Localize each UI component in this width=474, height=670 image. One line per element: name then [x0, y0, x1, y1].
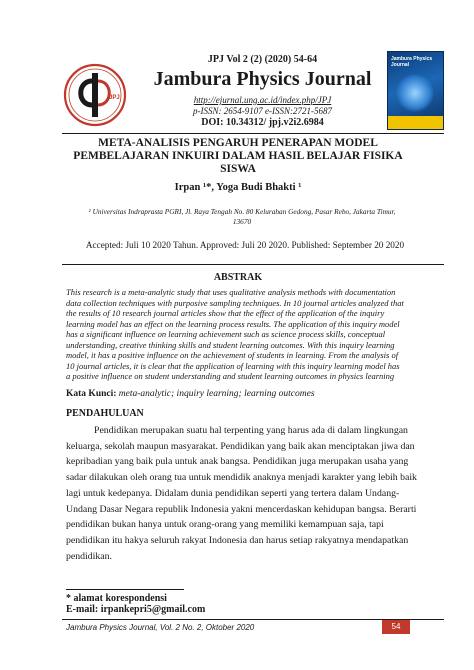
intro-line: pendidikan itu hakya seluruh rakyat Indonesia dan harus setiap rakyatnya mendapatkan [66, 534, 409, 546]
cover-title: Jambura Physics Journal [391, 56, 433, 68]
affiliation-line: ¹ Universitas Indraprasta PGRI, Jl. Raya Tengah No. 80 Kelurahan Gedong, Pasar Rebo, Jakarta Timur, [88, 207, 396, 216]
abstract-line: has a significant influence on learning achievement such as science process skills, conceptual [66, 329, 386, 339]
intro-line: pendidikan. [66, 550, 112, 562]
logo-letters: JPJ [109, 95, 120, 101]
intro-line: Pendidikan merupakan suatu hal terpenting yang harus ada di dalam lingkungan [94, 425, 408, 436]
footnote-email: E-mail: irpankepri5@gmail.com [66, 604, 206, 615]
abstract-body [66, 287, 436, 382]
title-line: SISWA [220, 163, 256, 175]
journal-cover-thumbnail [387, 51, 444, 130]
keywords [66, 389, 436, 399]
page-number: 54 [382, 620, 410, 634]
journal-logo [63, 63, 127, 127]
footnote-divider [66, 589, 184, 590]
journal-name: Jambura Physics Journal [153, 68, 372, 90]
publication-dates: Accepted: Juli 10 2020 Tahun. Approved: Juli 20 2020. Published: September 20 2020 [85, 240, 405, 250]
abstract-line: understanding, creative thinking skills and student learning outcomes. With this inquiry learning [66, 339, 395, 350]
introduction-body [66, 423, 441, 564]
title-line: PEMBELAJARAN INKUIRI DALAM HASIL BELAJAR FISIKA [73, 150, 403, 162]
cover-graphic [396, 74, 434, 112]
abstract-line: the results of 10 research journal articles show that the effect of the application of the inquiry [66, 308, 385, 318]
intro-line: Undang Dasar Negara republik Indonesia yakni mencerdaskan kehidupan bangsa. Berarti [66, 503, 417, 515]
title-line: META-ANALISIS PENGARUH PENERAPAN MODEL [98, 137, 378, 149]
keywords-text: meta-analytic; inquiry learning; learning outcomes [118, 389, 315, 399]
intro-line: pendidikan bukan hanya untuk orang-orang yang memiliki kemampuan saja, tapi [66, 519, 384, 531]
cover-band [388, 116, 443, 129]
affiliation-line: 13670 [232, 217, 252, 226]
abstract-line: model, it has a positive influence on the achievement of students in learning. From the analysis of [66, 350, 399, 360]
journal-volume: JPJ Vol 2 (2) (2020) 54-64 [207, 54, 318, 65]
intro-line: keluarga, sekolah maupun masyarakat. Pendidikan yang baik akan menciptakan jiwa dan [66, 440, 415, 452]
intro-line: kepribadian yang baik pula untuk anak bangsa. Pendidikan juga merupakan usaha yang [66, 456, 409, 468]
article-authors: Irpan ¹*, Yoga Budi Bhakti ¹ [174, 182, 302, 193]
abstract-line: data collection techniques with purposive sampling techniques. In 10 journal articles analyzed that [66, 297, 404, 308]
article-title [58, 137, 418, 176]
abstract-line: learning model has an effect on the learning process results. The application of this inquiry model [66, 318, 400, 329]
abstract-heading: ABSTRAK [213, 272, 263, 283]
abstract-line: This research is a meta-analytic study that uses qualitative analysis methods with documentation [66, 287, 396, 297]
journal-issn: p-ISSN: 2654-9107 e-ISSN:2721-5687 [193, 106, 332, 116]
abstract-line: 10 journal articles, it is clear that the application of learning with this inquiry learning model has [66, 360, 400, 371]
footnote-correspondence: * alamat korespondensi [66, 593, 167, 604]
keywords-label: Kata Kunci: [66, 389, 117, 399]
footer-citation: Jambura Physics Journal, Vol. 2 No. 2, Oktober 2020 [66, 623, 255, 632]
author-affiliation [58, 207, 426, 227]
abstract-line: a positive influence on student understanding and student learning outcomes in physics learning [66, 371, 395, 381]
section-heading-introduction: PENDAHULUAN [66, 408, 144, 419]
intro-line: lagi untuk kedepanya. Didalam dunia pendidikan seperti yang tertera dalam Undang- [66, 487, 400, 499]
header-divider [62, 133, 444, 134]
abstract-divider [62, 264, 444, 265]
intro-line: sadar dilakukan oleh orang tua untuk mendidik anaknya menjadi karakter yang lebih baik [66, 472, 417, 484]
journal-doi-link[interactable]: DOI: 10.34312/ jpj.v2i2.6984 [201, 117, 324, 128]
journal-url-link[interactable]: http://ejurnal.ung.ac.id/index.php/JPJ [193, 95, 332, 105]
